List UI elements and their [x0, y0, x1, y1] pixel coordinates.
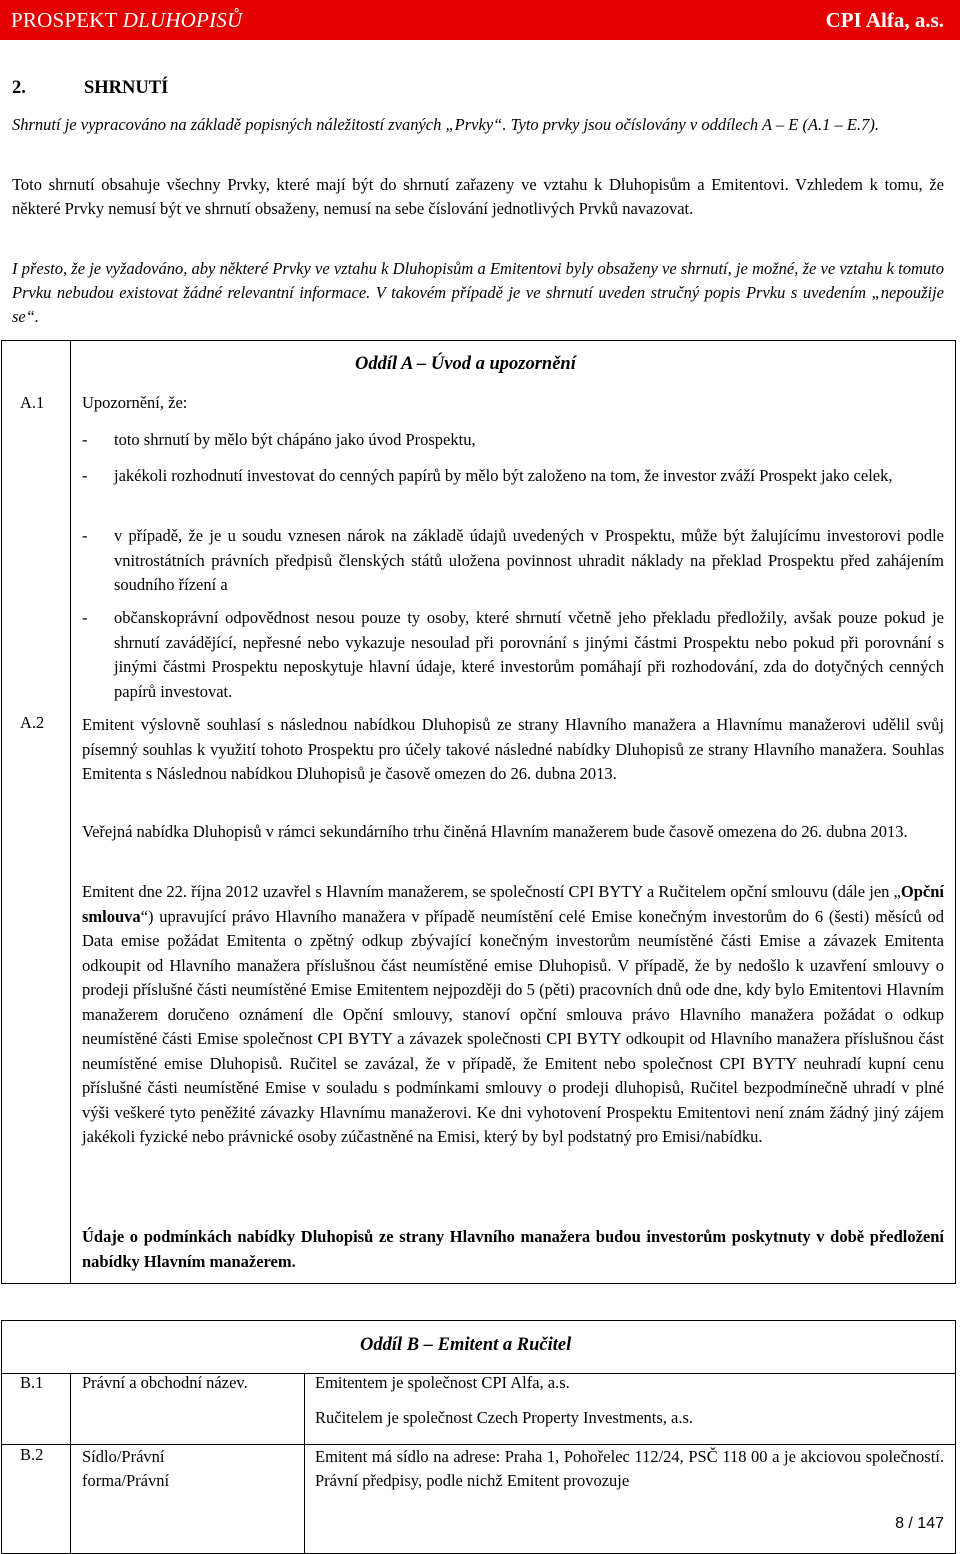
a2-paragraph-4: Údaje o podmínkách nabídky Dluhopisů ze strany Hlavního manažera budou investorům poskytnuty v době předložení nabídky Hlavním manažerem. — [82, 1227, 944, 1271]
b2-value: Emitent má sídlo na adrese: Praha 1, Pohořelec 112/24, PSČ 118 00 a je akciovou společností. Právní předpisy, podle nichž Emitent provozuje — [315, 1447, 944, 1490]
header-title: PROSPEKT DLUHOPISŮ — [11, 8, 243, 32]
a2-paragraph-3: Emitent dne 22. října 2012 uzavřel s Hlavním manažerem, se společností CPI BYTY a Ručitelem opční smlouvu (dále jen „Opční smlouva“) upravující právo Hlavního manažera v případě neumístění celé Emise konečným investorům do 6 (šesti) měsíců od Data emise požádat Emitenta o zpětný odkup zbývající konečným investorům neumístěné části Emise a závazek Emitenta odkoupit od Hlavního manažera příslušnou část neumístěné emise Dluhopisů. V případě, že by nedošlo k uzavření smlouvy o prodeji příslušné části neumístěné Emise Emitentem nejpozději do 5 (pěti) pracovních dnů ode dne, kdy bylo Emitentovi Hlavním manažerem doručeno oznámení dle Opční smlouvy, stanoví opční smlouva právo Hlavního manažera požádat o odkup neumístěné části Emise společnost CPI BYTY a závazek společnosti CPI BYTY odkoupit od Hlavního manažera příslušnou část neumístěné emise Dluhopisů. Ručitel se zavázal, že v případě, že Emitent nebo společnost CPI BYTY neuhradí kupní cenu příslušné části neumístěné Emise v souladu s podmínkami smlouvy o prodeji dluhopisů, Ručitel bezpodmínečně uhradí v plné výši veškeré tyto peněžité závazky Hlavnímu manažerovi. Ke dni vyhotovení Prospektu Emitentovi není znám žádný jiný zájem jakékoli fyzické nebo právnické osoby zúčastněné na Emisi, který by byl podstatný pro Emisi/nabídku. — [82, 882, 944, 1146]
page-number: 8 / 147 — [895, 1515, 944, 1532]
section-a-heading: Oddíl A – Úvod a upozornění — [355, 354, 576, 374]
b2-label: Sídlo/Právní forma/Právní — [82, 1447, 170, 1490]
a1-id: A.1 — [20, 393, 45, 412]
b2-id: B.2 — [20, 1445, 44, 1464]
a1-bullet-4: - občanskoprávní odpovědnost nesou pouze ty osoby, které shrnutí včetně jeho překladu předložily, avšak pouze pokud je shrnutí zavádějící, nepřesné nebo vykazuje nesoulad při porovnání s jinými částmi Prospektu nebo pokud při porovnání s jinými částmi Prospektu neposkytuje hlavní údaje, které investorům pomáhají při rozhodování, zda do dotyčných cenných papírů investovat. — [82, 608, 944, 701]
a1-bullet-3: - v případě, že je u soudu vznesen nárok na základě údajů uvedených v Prospektu, může být žalujícímu investorovi podle vnitrostátních právních předpisů členských států uložena povinnost uhradit náklady na překlad Prospektu před zahájením soudního řízení a — [82, 526, 944, 594]
section-title-text: SHRNUTÍ — [84, 78, 169, 98]
a1-label: Upozornění, že: — [82, 393, 188, 412]
a2-paragraph-2: Veřejná nabídka Dluhopisů v rámci sekundárního trhu činěná Hlavním manažerem bude časově omezena do 26. dubna 2013. — [82, 822, 908, 841]
a1-bullet-2: - jakékoli rozhodnutí investovat do cenných papírů by mělo být založeno na tom, že investor zváží Prospekt jako celek, — [82, 464, 944, 489]
option-agreement-term: Opční smlouva — [82, 882, 944, 926]
a2-paragraph-1: Emitent výslovně souhlasí s následnou nabídkou Dluhopisů ze strany Hlavního manažera a Hlavnímu manažerovi udělil svůj písemný souhlas k využití tohoto Prospektu pro účely takové následné nabídky Dluhopisů ze strany Hlavního manažera. Souhlas Emitenta s Následnou nabídkou Dluhopisů je časově omezen do 26. dubna 2013. — [82, 715, 944, 783]
a2-id: A.2 — [20, 713, 45, 732]
a1-bullet-1: - toto shrnutí by mělo být chápáno jako úvod Prospektu, — [82, 428, 944, 453]
dash-mark: - — [82, 608, 88, 627]
page-header — [0, 0, 960, 40]
section-b-heading: Oddíl B – Emitent a Ručitel — [360, 1335, 572, 1355]
dash-mark: - — [82, 430, 88, 449]
b1-value-2: Ručitelem je společnost Czech Property Investments, a.s. — [315, 1408, 694, 1427]
intro-paragraph-2: Toto shrnutí obsahuje všechny Prvky, které mají být do shrnutí zařazeny ve vztahu k Dluhopisům a Emitentovi. Vzhledem k tomu, že některé Prvky nemusí být ve shrnutí obsaženy, nemusí na sebe číslování jednotlivých Prvků navazovat. — [12, 175, 944, 218]
dash-mark: - — [82, 526, 88, 545]
b1-value-1: Emitentem je společnost CPI Alfa, a.s. — [315, 1373, 570, 1392]
section-title — [12, 78, 168, 99]
intro-paragraph-1: Shrnutí je vypracováno na základě popisných náležitostí zvaných „Prvky“. Tyto prvky jsou očíslovány v oddílech A – E (A.1 – E.7). — [12, 115, 879, 134]
b1-id: B.1 — [20, 1373, 44, 1392]
section-number: 2. — [12, 78, 26, 98]
b1-label: Právní a obchodní název. — [82, 1373, 248, 1392]
header-company: CPI Alfa, a.s. — [825, 8, 944, 32]
intro-paragraph-3: I přesto, že je vyžadováno, aby některé Prvky ve vztahu k Dluhopisům a Emitentovi byly obsaženy ve shrnutí, je možné, že ve vztahu k tomuto Prvku nebudou existovat žádné relevantní informace. V takovém případě je ve shrnutí uveden stručný popis Prvku s uvedením „nepoužije se“. — [12, 259, 944, 326]
dash-mark: - — [82, 466, 88, 485]
section-a-id-column — [2, 341, 71, 1284]
